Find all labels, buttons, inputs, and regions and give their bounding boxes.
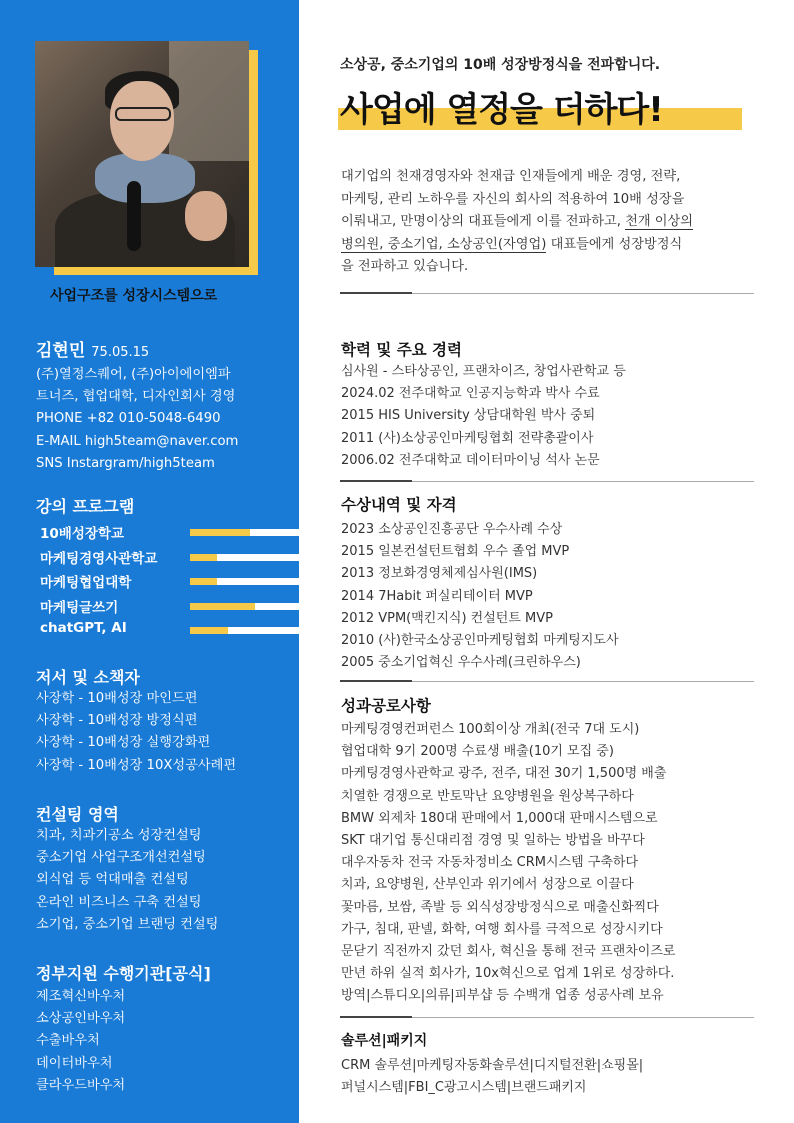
gov-item: 데이터바우처 (36, 1055, 113, 1071)
intro-line-text: 이뤄내고, 만명이상의 대표들에게 이를 전파하고, (341, 214, 626, 230)
gov-title: 정부지원 수행기관[공식] (36, 964, 211, 983)
profile-company-2: 트너즈, 협업대학, 디자인회사 경영 (36, 389, 236, 405)
divider (412, 1017, 754, 1018)
profile-sns: SNS Instargram/high5team (36, 455, 215, 471)
program-item (0, 545, 299, 570)
achievement-item: 문닫기 직전까지 갔던 회사, 혁신을 통해 전국 프랜차이즈로 (341, 944, 676, 960)
gov-list (36, 986, 125, 1097)
achievement-item: BMW 외제차 180대 판매에서 1,000대 판매시스템으로 (341, 810, 658, 826)
intro-line: 마케팅, 관리 노하우를 자신의 회사의 적용하여 10배 성장을 (341, 191, 685, 207)
achievements-list (341, 719, 675, 1008)
achievement-item: 가구, 침대, 판넬, 화학, 여행 회사를 극적으로 성장시키다 (341, 921, 663, 937)
achievement-item: 방역|스튜디오|의류|피부샵 등 수백개 업종 성공사례 보유 (341, 988, 664, 1004)
achievement-item: 꽃마름, 보쌈, 족발 등 외식성장방정식으로 매출신화찍다 (341, 899, 659, 915)
solutions-title: 솔루션|패키지 (341, 1033, 428, 1049)
profile-name: 김현민 (36, 341, 86, 361)
consulting-item: 중소기업 사업구조개선컨설팅 (36, 850, 206, 866)
divider (412, 293, 754, 294)
education-list (341, 361, 626, 472)
program-level-fill (190, 627, 228, 634)
awards-title: 수상내역 및 자격 (341, 496, 457, 514)
profile-details (36, 364, 238, 475)
book-item: 사장학 - 10배성장 10X성공사례편 (36, 757, 237, 773)
intro-line-tail: 대표들에게 성장방정식 (546, 236, 683, 252)
achievement-item: 만년 하위 실적 회사가, 10x혁신으로 업계 1위로 성장하다. (341, 966, 675, 982)
program-level-track (190, 603, 299, 610)
divider (412, 681, 754, 682)
award-item: 2015 일본컨설턴트협회 우수 졸업 MVP (341, 544, 570, 560)
program-level-fill (190, 603, 255, 610)
profile-dob: 75.05.15 (91, 345, 150, 360)
consulting-list (36, 825, 218, 936)
solution-item: CRM 솔루션|마케팅자동화솔루션|디지털전환|쇼핑몰| (341, 1058, 644, 1073)
profile-name-line (36, 336, 149, 361)
program-level-track (190, 578, 299, 585)
award-item: 2013 정보화경영체제심사원(IMS) (341, 566, 538, 582)
program-label: 마케팅글쓰기 (40, 599, 119, 616)
profile-phone: PHONE +82 010-5048-6490 (36, 411, 221, 427)
award-item: 2010 (사)한국소상공인마케팅협회 마케팅지도사 (341, 633, 619, 649)
education-item: 심사원 - 스타상공인, 프랜차이즈, 창업사관학교 등 (341, 364, 626, 379)
education-item: 2011 (사)소상공인마케팅협회 전략총괄이사 (341, 430, 594, 446)
education-item: 2015 HIS University 상담대학원 박사 중퇴 (341, 408, 596, 424)
consulting-title: 컨설팅 영역 (36, 805, 119, 824)
gov-item: 수출바우처 (36, 1033, 100, 1049)
books-list (36, 688, 236, 777)
program-label: 마케팅경영사관학교 (40, 550, 158, 567)
slogan-subtitle: 소상공, 중소기업의 10배 성장방정식을 전파합니다. (340, 57, 661, 73)
intro-paragraph (341, 166, 751, 279)
intro-line (341, 234, 751, 257)
program-list (0, 520, 299, 643)
achievement-item: 마케팅경영사관학교 광주, 전주, 대전 30기 1,500명 배출 (341, 766, 667, 782)
program-item (0, 618, 299, 643)
achievement-item: 치열한 경쟁으로 반토막난 요양병원을 원상복구하다 (341, 788, 634, 804)
achievement-item: 대우자동차 전국 자동차정비소 CRM시스템 구축하다 (341, 855, 639, 871)
books-title: 저서 및 소책자 (36, 668, 140, 687)
intro-line: 대기업의 천재경영자와 천재급 인재들에게 배운 경영, 전략, (341, 169, 681, 184)
program-level-track (190, 627, 299, 634)
consulting-item: 외식업 등 억대매출 컨설팅 (36, 872, 189, 888)
photo-caption: 사업구조를 성장시스템으로 (50, 288, 218, 304)
solutions-list (341, 1055, 643, 1099)
solution-item: 퍼널시스템|FBI_C광고시스템|브랜드패키지 (341, 1080, 587, 1096)
program-item (0, 594, 299, 619)
consulting-item: 온라인 비즈니스 구축 컨설팅 (36, 894, 202, 910)
achievement-item: 협업대학 9기 200명 수료생 배출(10기 모집 중) (341, 744, 614, 760)
education-item: 2024.02 전주대학교 인공지능학과 박사 수료 (341, 386, 600, 402)
program-level-track (190, 554, 299, 561)
consulting-item: 소기업, 중소기업 브랜딩 컨설팅 (36, 916, 219, 932)
profile-company-1: (주)열정스퀘어, (주)아이에이엠파 (36, 367, 231, 382)
book-item: 사장학 - 10배성장 방정식편 (36, 713, 198, 729)
consulting-item: 치과, 치과기공소 성장컨설팅 (36, 828, 202, 843)
education-item: 2006.02 전주대학교 데이터마이닝 석사 논문 (341, 452, 600, 468)
awards-list (341, 519, 619, 674)
divider (412, 481, 754, 482)
achievement-item: 마케팅경영컨퍼런스 100회이상 개최(전국 7대 도시) (341, 722, 640, 737)
gov-item: 클라우드바우처 (36, 1077, 126, 1093)
award-item: 2005 중소기업혁신 우수사례(크린하우스) (341, 655, 581, 671)
education-title: 학력 및 주요 경력 (341, 341, 463, 359)
achievement-item: SKT 대기업 통신대리점 경영 및 일하는 방법을 바꾸다 (341, 833, 645, 849)
program-level-fill (190, 554, 217, 561)
program-label: 10배성장학교 (40, 526, 124, 542)
gov-item: 소상공인바우처 (36, 1011, 126, 1027)
program-level-fill (190, 578, 217, 585)
gov-item: 제조혁신바우처 (36, 989, 126, 1004)
book-item: 사장학 - 10배성장 마인드편 (36, 691, 198, 706)
profile-photo (35, 41, 249, 267)
award-item: 2023 소상공인진흥공단 우수사례 수상 (341, 522, 563, 537)
achievement-item: 치과, 요양병원, 산부인과 위기에서 성장으로 이끌다 (341, 877, 634, 893)
book-item: 사장학 - 10배성장 실행강화편 (36, 735, 211, 751)
program-label: chatGPT, AI (40, 620, 127, 636)
intro-underline-2: 병의원, 중소기업, 소상공인(자영업) (341, 236, 547, 252)
divider (340, 480, 412, 482)
achievements-title: 성과공로사항 (341, 697, 431, 715)
programs-title: 강의 프로그램 (36, 497, 135, 516)
divider (340, 292, 412, 294)
award-item: 2012 VPM(맥킨지식) 컨설턴트 MVP (341, 610, 553, 626)
profile-email: E-MAIL high5team@naver.com (36, 433, 239, 449)
divider (340, 1016, 412, 1018)
program-level-track (190, 529, 299, 536)
program-label: 마케팅협업대학 (40, 575, 132, 591)
program-item (0, 569, 299, 594)
intro-line: 을 전파하고 있습니다. (341, 259, 469, 275)
program-item (0, 520, 299, 545)
divider (340, 680, 412, 682)
intro-underline-1: 천개 이상의 (625, 214, 694, 230)
award-item: 2014 7Habit 퍼실리테이터 MVP (341, 588, 533, 604)
intro-line (341, 211, 751, 234)
slogan-title: 사업에 열정을 더하다! (340, 90, 663, 130)
program-level-fill (190, 529, 250, 536)
